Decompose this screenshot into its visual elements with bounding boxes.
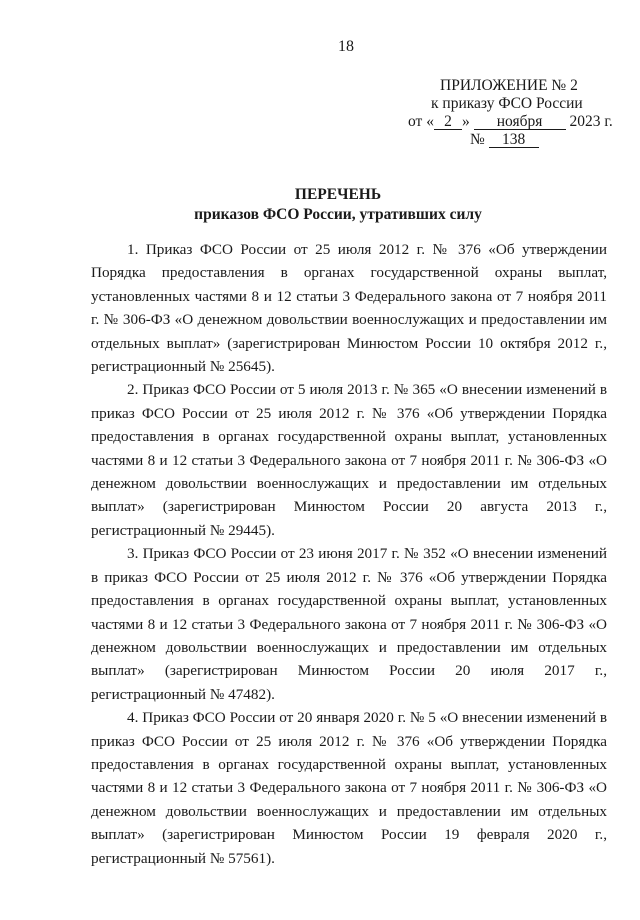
number-value: 138 <box>489 132 539 148</box>
heading-title: ПЕРЕЧЕНЬ <box>294 186 382 203</box>
list-item: 3. Приказ ФСО России от 23 июня 2017 г. № 352 «О внесении изменений в приказ ФСО России от 25 июля 2012 г. № 376 «Об утверждении Порядка предоставления в органах государственной охраны выплат, установленных частями 8 и 12 статьи 3 Федерального закона от 7 ноября 2011 г. № 306-ФЗ «О денежном довольствии военнослужащих и предоставлении им отдельных выплат» (зарегистрирован Минюстом России 20 июля 2017 г., регистрационный № 47482). <box>91 545 607 703</box>
document-heading <box>0 185 640 225</box>
orders-list <box>91 238 607 870</box>
date-prefix: от « <box>408 113 434 130</box>
page-number: 18 <box>338 38 354 55</box>
list-item: 1. Приказ ФСО России от 25 июля 2012 г. № 376 «Об утверждении Порядка предоставления в органах государственной охраны выплат, установленных частями 8 и 12 статьи 3 Федерального закона от 7 ноября 2011 г. № 306-ФЗ «О денежном довольствии военнослужащих и предоставлении им отдельных выплат» (зарегистрирован Минюстом России 10 октября 2012 г., регистрационный № 25645). <box>91 241 607 376</box>
date-month: ноября <box>474 114 566 130</box>
heading-subtitle: приказов ФСО России, утративших силу <box>194 206 482 223</box>
date-day: 2 <box>434 114 462 130</box>
date-year: 2023 г. <box>569 113 613 130</box>
list-item: 2. Приказ ФСО России от 5 июля 2013 г. № 365 «О внесении изменений в приказ ФСО России от 25 июля 2012 г. № 376 «Об утверждении Порядка предоставления в органах государственной охраны выплат, установленных частями 8 и 12 статьи 3 Федерального закона от 7 ноября 2011 г. № 306-ФЗ «О денежном довольствии военнослужащих и предоставлении им отдельных выплат» (зарегистрирован Минюстом России 20 августа 2013 г., регистрационный № 29445). <box>91 381 607 539</box>
appendix-date <box>408 113 618 131</box>
appendix-number <box>470 131 618 149</box>
appendix-title: ПРИЛОЖЕНИЕ № 2 <box>440 77 578 94</box>
date-mid: » <box>461 113 470 130</box>
appendix-subtitle: к приказу ФСО России <box>431 95 583 112</box>
list-item: 4. Приказ ФСО России от 20 января 2020 г. № 5 «О внесении изменений в приказ ФСО России от 25 июля 2012 г. № 376 «Об утверждении Порядка предоставления в органах государственной охраны выплат, установленных частями 8 и 12 статьи 3 Федерального закона от 7 ноября 2011 г. № 306-ФЗ «О денежном довольствии военнослужащих и предоставлении им отдельных выплат» (зарегистрирован Минюстом России 19 февраля 2020 г., регистрационный № 57561). <box>91 709 607 867</box>
number-prefix: № <box>470 131 485 148</box>
appendix-block <box>398 77 618 149</box>
